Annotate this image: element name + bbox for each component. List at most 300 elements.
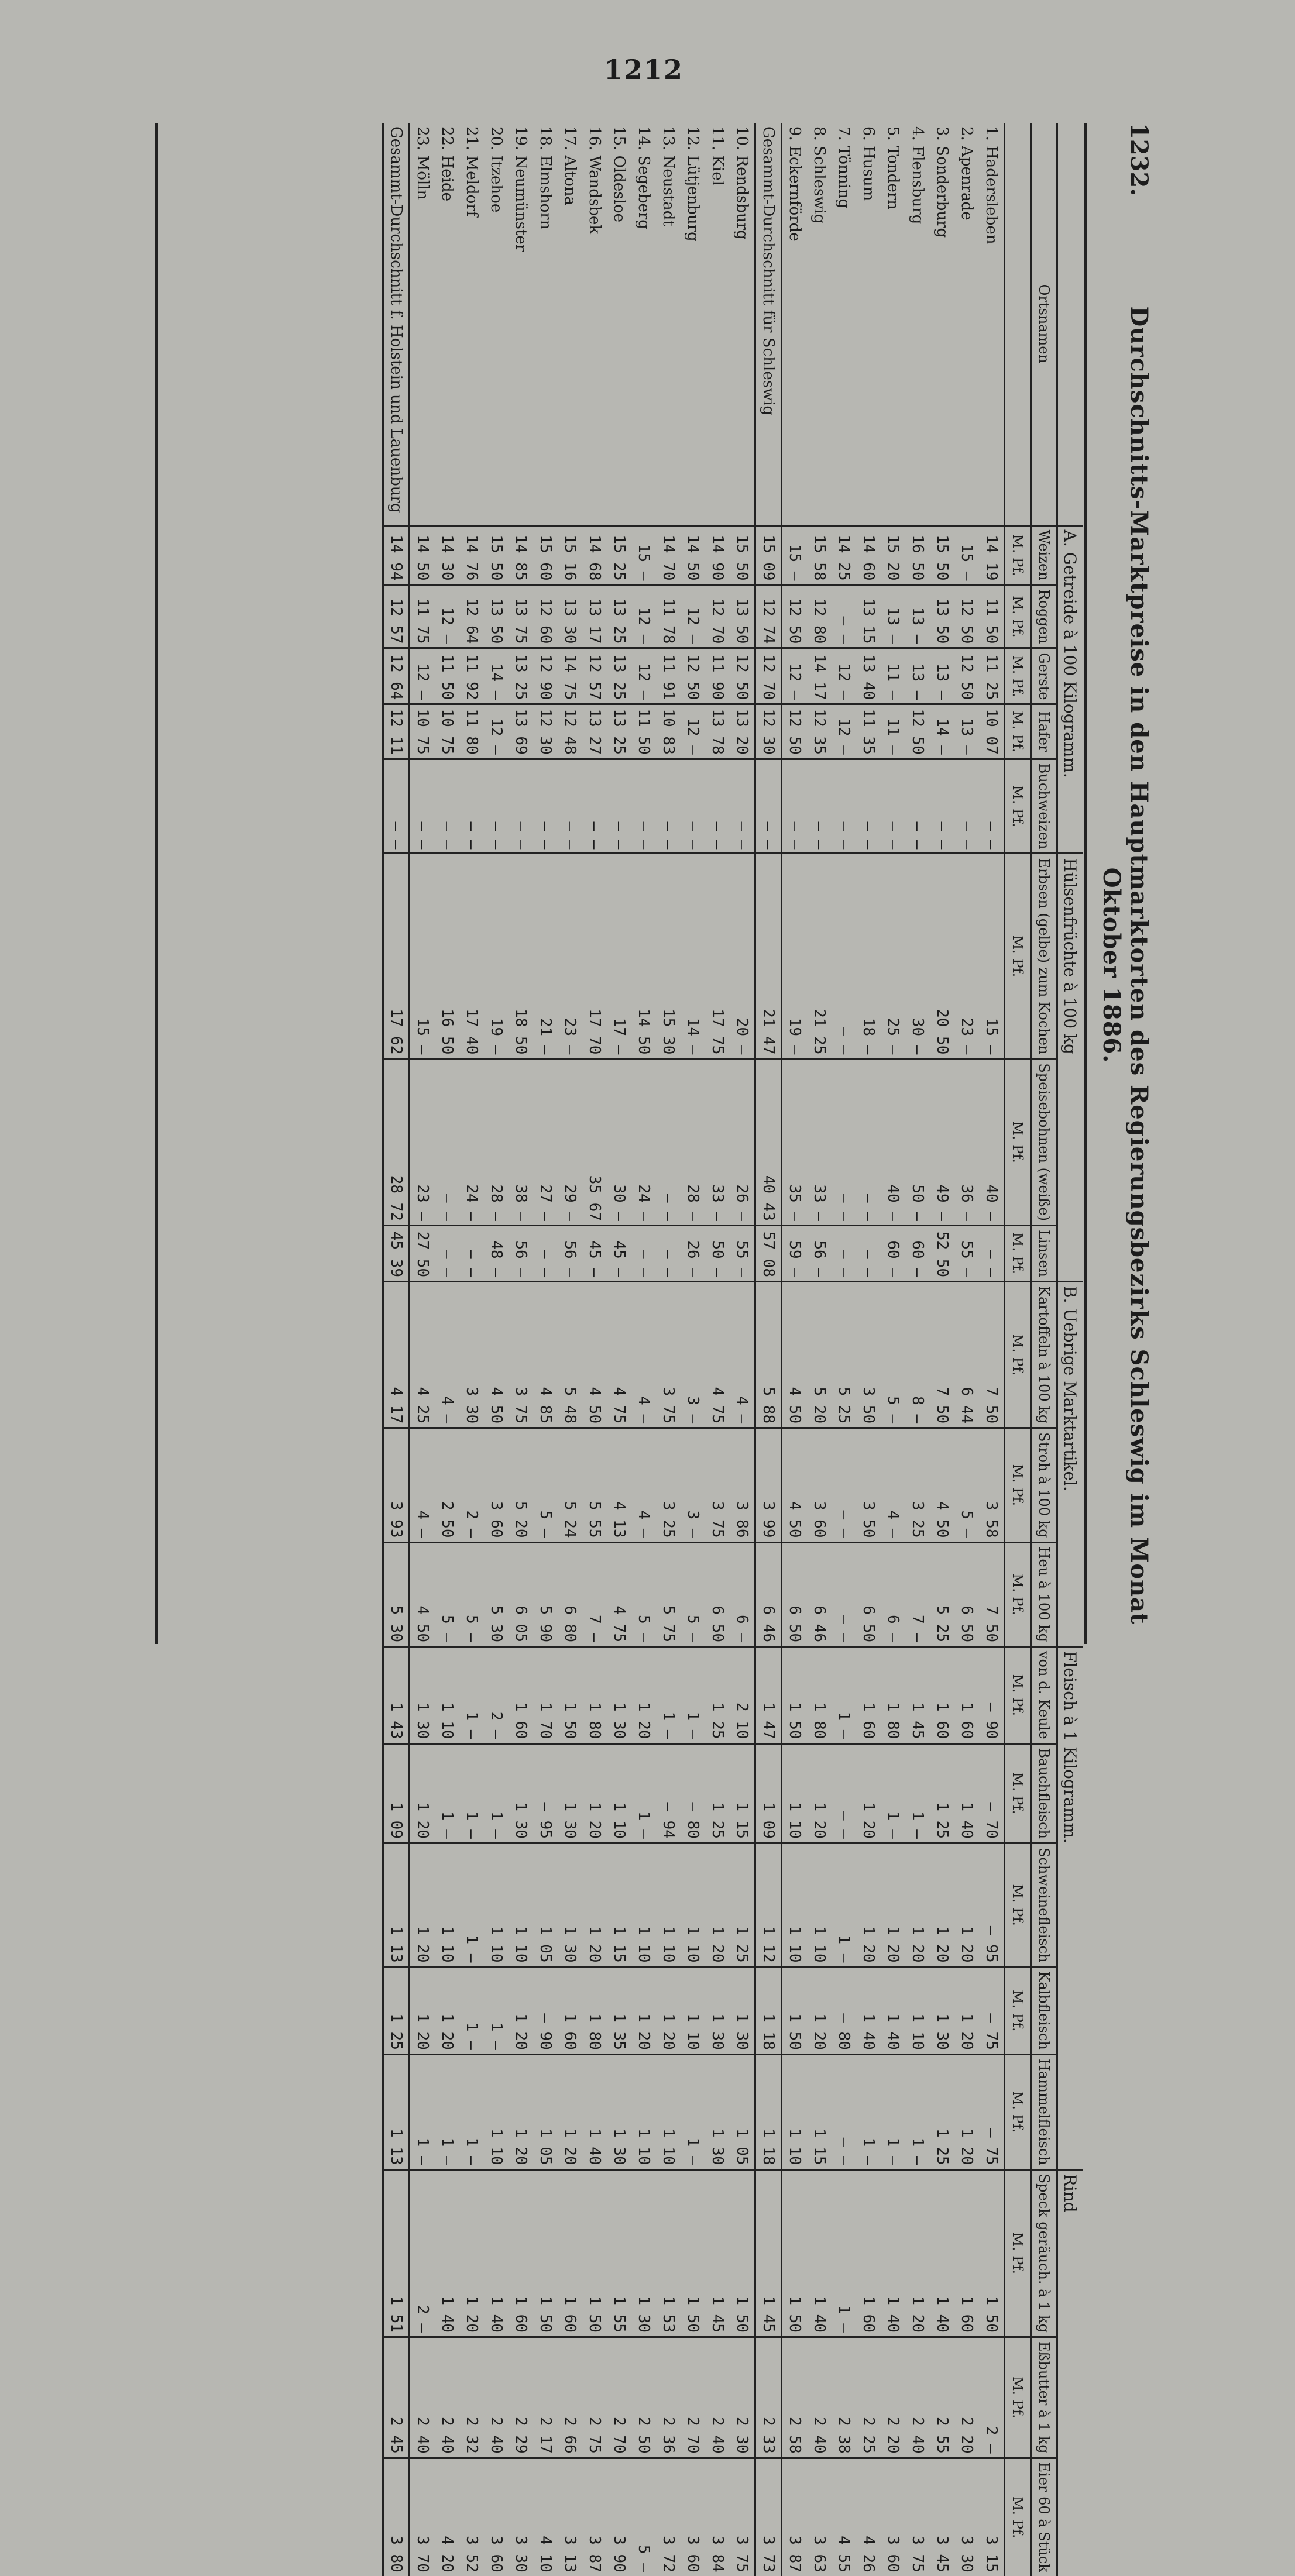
price-cell: — — — [832, 2054, 856, 2169]
price-cell: 14 — — [484, 648, 509, 704]
price-cell: 3 13 — [558, 2458, 582, 2576]
price-cell: 19 — — [484, 854, 509, 1059]
price-cell: 4 50 — [782, 1428, 808, 1542]
price-cell: 13 50 — [730, 585, 755, 648]
price-cell: 1 — — [905, 1743, 930, 1843]
price-cell: 4 25 — [410, 1282, 435, 1428]
price-cell: 1 47 — [755, 1647, 782, 1744]
col-header: von d. Keule — [1031, 1647, 1057, 1744]
price-cell: 38 — — [509, 1059, 533, 1226]
price-cell: 12 — — [681, 704, 705, 759]
price-cell: 5 — — [954, 1428, 979, 1542]
price-cell: 1 15 — [607, 1843, 631, 1967]
price-cell: — — — [484, 759, 509, 854]
price-cell: 12 50 — [954, 648, 979, 704]
price-cell: 1 60 — [954, 1647, 979, 1744]
price-cell: 1 80 — [582, 1647, 607, 1744]
table-row — [730, 123, 755, 2576]
price-cell: — — — [631, 1225, 656, 1281]
price-cell: 1 50 — [558, 1647, 582, 1744]
price-cell: 16 50 — [905, 525, 930, 585]
price-cell: 13 20 — [730, 704, 755, 759]
col-header: Roggen — [1031, 585, 1057, 648]
price-cell: 15 — — [410, 854, 435, 1059]
price-table — [382, 123, 1083, 2576]
price-cell: 1 40 — [582, 2054, 607, 2169]
price-cell: 7 50 — [979, 1282, 1005, 1428]
price-cell: 1 20 — [856, 1843, 881, 1967]
huelsen-label: Hülsenfrüchte à 100 kg — [1057, 854, 1083, 1282]
price-cell: 10 75 — [435, 704, 459, 759]
col-header: Speisebohnen (weiße) — [1031, 1059, 1057, 1226]
price-cell: — — — [881, 759, 905, 854]
price-cell: 52 50 — [930, 1225, 954, 1281]
price-cell: 1 30 — [558, 1843, 582, 1967]
price-cell: 2 36 — [656, 2337, 681, 2458]
table-row — [856, 123, 881, 2576]
place-name: 6. Husum — [860, 126, 877, 201]
place-name: 13. Neustadt — [659, 126, 677, 226]
price-cell: 55 — — [730, 1225, 755, 1281]
price-cell: 12 — — [832, 704, 856, 759]
table-row — [681, 123, 705, 2576]
unit-spacer — [1005, 123, 1031, 525]
price-cell: 15 58 — [807, 525, 832, 585]
price-cell: 6 44 — [954, 1282, 979, 1428]
price-cell: — — — [459, 759, 484, 854]
place-name: 21. Meldorf — [463, 126, 480, 217]
price-cell: 1 40 — [881, 1967, 905, 2054]
price-cell: 15 16 — [558, 525, 582, 585]
price-cell: 1 — — [410, 2054, 435, 2169]
price-cell: 1 40 — [881, 2169, 905, 2337]
price-cell: 7 — — [905, 1542, 930, 1647]
price-cell: 4 — — [410, 1428, 435, 1542]
price-cell: 12 — — [631, 585, 656, 648]
price-cell: 1 10 — [607, 1743, 631, 1843]
price-cell: 21 — — [533, 854, 558, 1059]
price-cell: — — — [533, 1225, 558, 1281]
price-cell: 3 52 — [459, 2458, 484, 2576]
price-cell: 13 25 — [509, 648, 533, 704]
price-cell: 3 60 — [484, 1428, 509, 1542]
table-row — [782, 123, 808, 2576]
price-cell: 14 70 — [656, 525, 681, 585]
price-cell: 1 20 — [930, 1843, 954, 1967]
price-cell: 29 — — [558, 1059, 582, 1226]
price-cell: — — — [832, 1542, 856, 1647]
price-cell: 3 73 — [755, 2458, 782, 2576]
price-cell: 1 20 — [410, 1843, 435, 1967]
price-cell: 3 45 — [930, 2458, 954, 2576]
price-cell: 2 40 — [435, 2337, 459, 2458]
column-header-row — [1031, 123, 1057, 2576]
price-cell: 1 20 — [410, 1967, 435, 2054]
price-cell: 1 20 — [509, 2054, 533, 2169]
price-cell: 24 — — [459, 1059, 484, 1226]
price-cell: 1 — — [832, 1647, 856, 1744]
place-name: 23. Mölln — [414, 126, 431, 200]
table-row — [631, 123, 656, 2576]
price-cell: 5 75 — [656, 1542, 681, 1647]
price-cell: 15 50 — [930, 525, 954, 585]
price-cell: — — — [631, 759, 656, 854]
price-cell: 14 94 — [383, 525, 410, 585]
price-cell: 1 70 — [533, 1647, 558, 1744]
price-cell: 6 46 — [755, 1542, 782, 1647]
price-cell: 2 10 — [730, 1647, 755, 1744]
place-name: 2. Apenrade — [958, 126, 975, 221]
price-cell: 5 20 — [509, 1428, 533, 1542]
table-row — [509, 123, 533, 2576]
table-row — [881, 123, 905, 2576]
price-cell: 1 43 — [383, 1647, 410, 1744]
page-number: 1212 — [603, 54, 684, 85]
price-cell: 5 88 — [755, 1282, 782, 1428]
price-cell: 14 — — [930, 704, 954, 759]
price-cell: 18 50 — [509, 854, 533, 1059]
price-cell: 48 — — [484, 1225, 509, 1281]
price-cell: 2 30 — [730, 2337, 755, 2458]
price-cell: 17 — — [607, 854, 631, 1059]
price-cell: 4 85 — [533, 1282, 558, 1428]
price-cell: — 95 — [533, 1743, 558, 1843]
price-cell: 13 — — [905, 648, 930, 704]
price-cell: 5 — — [533, 1428, 558, 1542]
price-cell: 3 25 — [905, 1428, 930, 1542]
price-cell: 1 — — [856, 2054, 881, 2169]
price-cell: 4 10 — [533, 2458, 558, 2576]
price-cell: 3 70 — [410, 2458, 435, 2576]
price-cell: 1 13 — [383, 2054, 410, 2169]
col-header: Kartoffeln à 100 kg — [1031, 1282, 1057, 1428]
price-cell: 13 78 — [705, 704, 730, 759]
price-cell: 1 10 — [807, 1843, 832, 1967]
price-cell: 1 30 — [509, 1743, 533, 1843]
price-cell: 4 — — [631, 1428, 656, 1542]
table-row — [807, 123, 832, 2576]
price-cell: 1 51 — [383, 2169, 410, 2337]
price-cell: 10 07 — [979, 704, 1005, 759]
price-cell: 2 — — [484, 1647, 509, 1744]
price-cell: 1 50 — [533, 2169, 558, 2337]
price-cell: 1 05 — [533, 1843, 558, 1967]
price-cell: 1 30 — [410, 1647, 435, 1744]
price-cell: 1 10 — [435, 1647, 459, 1744]
price-cell: 28 72 — [383, 1059, 410, 1226]
price-cell: 7 50 — [930, 1282, 954, 1428]
price-cell: 1 10 — [681, 1843, 705, 1967]
price-cell: — 94 — [656, 1743, 681, 1843]
price-cell: 60 — — [905, 1225, 930, 1281]
price-cell: 36 — — [954, 1059, 979, 1226]
price-cell: 19 — — [782, 854, 808, 1059]
price-cell: 11 — — [881, 704, 905, 759]
price-cell: 1 35 — [607, 1967, 631, 2054]
col-header: Buchweizen — [1031, 759, 1057, 854]
price-cell: 26 — — [681, 1225, 705, 1281]
price-cell: 15 09 — [755, 525, 782, 585]
price-cell: 1 40 — [856, 1967, 881, 2054]
price-cell: 27 — — [533, 1059, 558, 1226]
price-cell: 12 — — [782, 648, 808, 704]
price-cell: 5 55 — [582, 1428, 607, 1542]
price-cell: 5 — — [435, 1542, 459, 1647]
price-cell: 3 86 — [730, 1428, 755, 1542]
price-cell: 4 75 — [705, 1282, 730, 1428]
price-cell: 2 29 — [509, 2337, 533, 2458]
price-cell: 2 40 — [484, 2337, 509, 2458]
price-cell: — — — [930, 759, 954, 854]
price-cell: 6 50 — [782, 1542, 808, 1647]
price-cell: 4 50 — [484, 1282, 509, 1428]
price-cell: 1 — — [656, 1647, 681, 1744]
col-header: Bauchfleisch — [1031, 1743, 1057, 1843]
unit-label: M. Pf. — [1005, 585, 1031, 648]
price-cell: 6 50 — [954, 1542, 979, 1647]
price-cell: 1 30 — [730, 1967, 755, 2054]
price-cell: 33 — — [807, 1059, 832, 1226]
price-cell: — 70 — [979, 1743, 1005, 1843]
price-cell: 11 75 — [410, 585, 435, 648]
price-cell: 1 — — [459, 1967, 484, 2054]
table-heading — [1100, 105, 1170, 1650]
price-cell: 13 25 — [607, 704, 631, 759]
price-cell: — — — [979, 759, 1005, 854]
price-cell: 2 — — [410, 2169, 435, 2337]
price-cell: 1 20 — [954, 2054, 979, 2169]
price-cell: — — — [730, 759, 755, 854]
price-cell: 12 57 — [582, 648, 607, 704]
price-cell: 23 — — [954, 854, 979, 1059]
price-cell: 1 40 — [954, 1743, 979, 1843]
price-cell: 1 — — [631, 1743, 656, 1843]
price-cell: 2 20 — [954, 2337, 979, 2458]
place-name: 11. Kiel — [709, 126, 726, 186]
price-cell: 3 50 — [856, 1282, 881, 1428]
price-cell: 1 — — [832, 2169, 856, 2337]
price-cell: 5 24 — [558, 1428, 582, 1542]
table-row — [582, 123, 607, 2576]
fleisch-label: Fleisch à 1 Kilogramm. — [1057, 1647, 1083, 2170]
price-cell: 3 60 — [681, 2458, 705, 2576]
unit-label: M. Pf. — [1005, 1647, 1031, 1744]
price-cell: 1 80 — [582, 1967, 607, 2054]
price-cell: 3 87 — [582, 2458, 607, 2576]
price-cell: 11 50 — [435, 648, 459, 704]
price-cell: 14 85 — [509, 525, 533, 585]
price-cell: 1 05 — [533, 2054, 558, 2169]
price-cell: — — — [832, 1428, 856, 1542]
price-cell: — — — [832, 1743, 856, 1843]
price-cell: 1 20 — [582, 1743, 607, 1843]
col-header: Kalbfleisch — [1031, 1967, 1057, 2054]
price-cell: 1 30 — [930, 1967, 954, 2054]
place-name: 10. Rendsburg — [733, 126, 751, 240]
price-cell: 5 — — [459, 1542, 484, 1647]
table-row — [979, 123, 1005, 2576]
rule-top — [1084, 123, 1087, 1644]
price-cell: 56 — — [558, 1225, 582, 1281]
price-cell: 1 10 — [484, 2054, 509, 2169]
unit-label: M. Pf. — [1005, 2169, 1031, 2337]
price-cell: 1 — — [832, 1843, 856, 1967]
unit-label: M. Pf. — [1005, 1743, 1031, 1843]
price-cell: 1 10 — [509, 1843, 533, 1967]
price-cell: 1 50 — [782, 1967, 808, 2054]
table-row — [705, 123, 730, 2576]
price-cell: 45 — — [607, 1225, 631, 1281]
price-cell: — — — [856, 1059, 881, 1226]
price-cell: — 90 — [979, 1647, 1005, 1744]
price-cell: 1 — — [484, 1743, 509, 1843]
col-header: Speck geräuch. à 1 kg — [1031, 2169, 1057, 2337]
price-cell: 4 — — [730, 1282, 755, 1428]
price-cell: 6 — — [881, 1542, 905, 1647]
price-cell: 4 — — [435, 1282, 459, 1428]
price-cell: 3 63 — [807, 2458, 832, 2576]
price-cell: 1 12 — [755, 1843, 782, 1967]
place-name: 8. Schleswig — [810, 126, 828, 224]
price-cell: 5 48 — [558, 1282, 582, 1428]
price-cell: 5 30 — [484, 1542, 509, 1647]
price-cell: 3 75 — [656, 1282, 681, 1428]
price-cell: 1 10 — [782, 1743, 808, 1843]
rind-label: Rind — [1057, 2169, 1083, 2576]
price-cell: 1 20 — [954, 1967, 979, 2054]
price-cell: 12 50 — [782, 704, 808, 759]
price-cell: 4 50 — [782, 1282, 808, 1428]
price-cell: 1 09 — [755, 1743, 782, 1843]
price-cell: 4 26 — [856, 2458, 881, 2576]
price-cell: 24 — — [631, 1059, 656, 1226]
price-cell: — — — [509, 759, 533, 854]
price-cell: 3 75 — [905, 2458, 930, 2576]
place-name: Gesammt-Durchschnitt für Schleswig — [755, 123, 782, 525]
price-cell: 12 — — [484, 704, 509, 759]
price-cell: 5 — — [631, 1542, 656, 1647]
price-cell: 6 50 — [705, 1542, 730, 1647]
price-cell: 5 — — [681, 1542, 705, 1647]
price-cell: 4 13 — [607, 1428, 631, 1542]
price-cell: 13 30 — [558, 585, 582, 648]
price-cell: — — — [832, 1059, 856, 1226]
price-cell: 2 40 — [807, 2337, 832, 2458]
price-cell: — — — [905, 759, 930, 854]
price-cell: 12 50 — [954, 585, 979, 648]
price-cell: 2 40 — [410, 2337, 435, 2458]
price-cell: 12 11 — [383, 704, 410, 759]
price-cell: 1 60 — [856, 2169, 881, 2337]
price-cell: 2 58 — [782, 2337, 808, 2458]
price-cell: 13 15 — [856, 585, 881, 648]
price-cell: 3 60 — [484, 2458, 509, 2576]
price-cell: 1 20 — [881, 1843, 905, 1967]
price-cell: 1 20 — [410, 1743, 435, 1843]
price-cell: 1 — — [881, 1743, 905, 1843]
price-cell: 12 64 — [459, 585, 484, 648]
price-cell: 1 25 — [930, 2054, 954, 2169]
price-cell: 15 30 — [656, 854, 681, 1059]
price-cell: 3 30 — [954, 2458, 979, 2576]
unit-label: M. Pf. — [1005, 1967, 1031, 2054]
price-cell: 1 25 — [705, 1743, 730, 1843]
price-cell: — — — [755, 759, 782, 854]
price-cell: — — — [979, 1225, 1005, 1281]
price-cell: — — — [832, 854, 856, 1059]
price-cell: 1 50 — [730, 2169, 755, 2337]
price-cell: 1 — — [681, 2054, 705, 2169]
rotated-table-sheet — [129, 105, 1170, 2572]
section-b-label: B. Uebrige Marktartikel. — [1057, 1282, 1083, 1647]
price-cell: 1 20 — [954, 1843, 979, 1967]
price-cell: 1 18 — [755, 1967, 782, 2054]
price-cell: 23 — — [410, 1059, 435, 1226]
price-cell: — — — [656, 759, 681, 854]
price-cell: 3 15 — [979, 2458, 1005, 2576]
price-cell: 56 — — [807, 1225, 832, 1281]
price-cell: 1 10 — [656, 1843, 681, 1967]
price-cell: 1 25 — [705, 1647, 730, 1744]
price-cell: 1 18 — [755, 2054, 782, 2169]
table-row — [410, 123, 435, 2576]
place-name: 9. Eckernförde — [786, 126, 803, 242]
unit-label: M. Pf. — [1005, 2337, 1031, 2458]
price-cell: 12 30 — [755, 704, 782, 759]
price-cell: 50 — — [705, 1225, 730, 1281]
price-cell: 3 93 — [383, 1428, 410, 1542]
price-cell: 1 — — [459, 2054, 484, 2169]
price-cell: 1 05 — [730, 2054, 755, 2169]
total-row — [383, 123, 410, 2576]
place-name: 5. Tondern — [884, 126, 902, 209]
place-name: 17. Altona — [561, 126, 579, 206]
price-cell: 1 45 — [705, 2169, 730, 2337]
price-cell: 1 10 — [631, 2054, 656, 2169]
table-row — [930, 123, 954, 2576]
price-cell: 21 47 — [755, 854, 782, 1059]
price-cell: — — — [656, 1225, 681, 1281]
price-cell: 11 35 — [856, 704, 881, 759]
price-cell: 1 80 — [807, 1647, 832, 1744]
price-cell: 12 90 — [533, 648, 558, 704]
price-cell: 15 — — [954, 525, 979, 585]
table-body — [383, 123, 1005, 2576]
price-cell: 15 25 — [607, 525, 631, 585]
unit-label: M. Pf. — [1005, 1428, 1031, 1542]
price-cell: 1 50 — [979, 2169, 1005, 2337]
price-cell: — — — [533, 759, 558, 854]
price-cell: 12 80 — [807, 585, 832, 648]
price-cell: 1 10 — [631, 1843, 656, 1967]
price-cell: 16 50 — [435, 854, 459, 1059]
price-cell: 2 32 — [459, 2337, 484, 2458]
price-cell: 17 40 — [459, 854, 484, 1059]
price-cell: 4 — — [881, 1428, 905, 1542]
price-cell: — — — [582, 759, 607, 854]
price-cell: 28 — — [484, 1059, 509, 1226]
price-cell: 14 90 — [705, 525, 730, 585]
price-cell: 14 30 — [435, 525, 459, 585]
price-cell: 1 30 — [631, 2169, 656, 2337]
table-row — [954, 123, 979, 2576]
col-header: Gerste — [1031, 648, 1057, 704]
price-cell: 1 20 — [705, 1843, 730, 1967]
table-row — [656, 123, 681, 2576]
price-cell: 1 20 — [905, 2169, 930, 2337]
place-name: 4. Flensburg — [909, 126, 926, 225]
price-cell: 3 60 — [881, 2458, 905, 2576]
